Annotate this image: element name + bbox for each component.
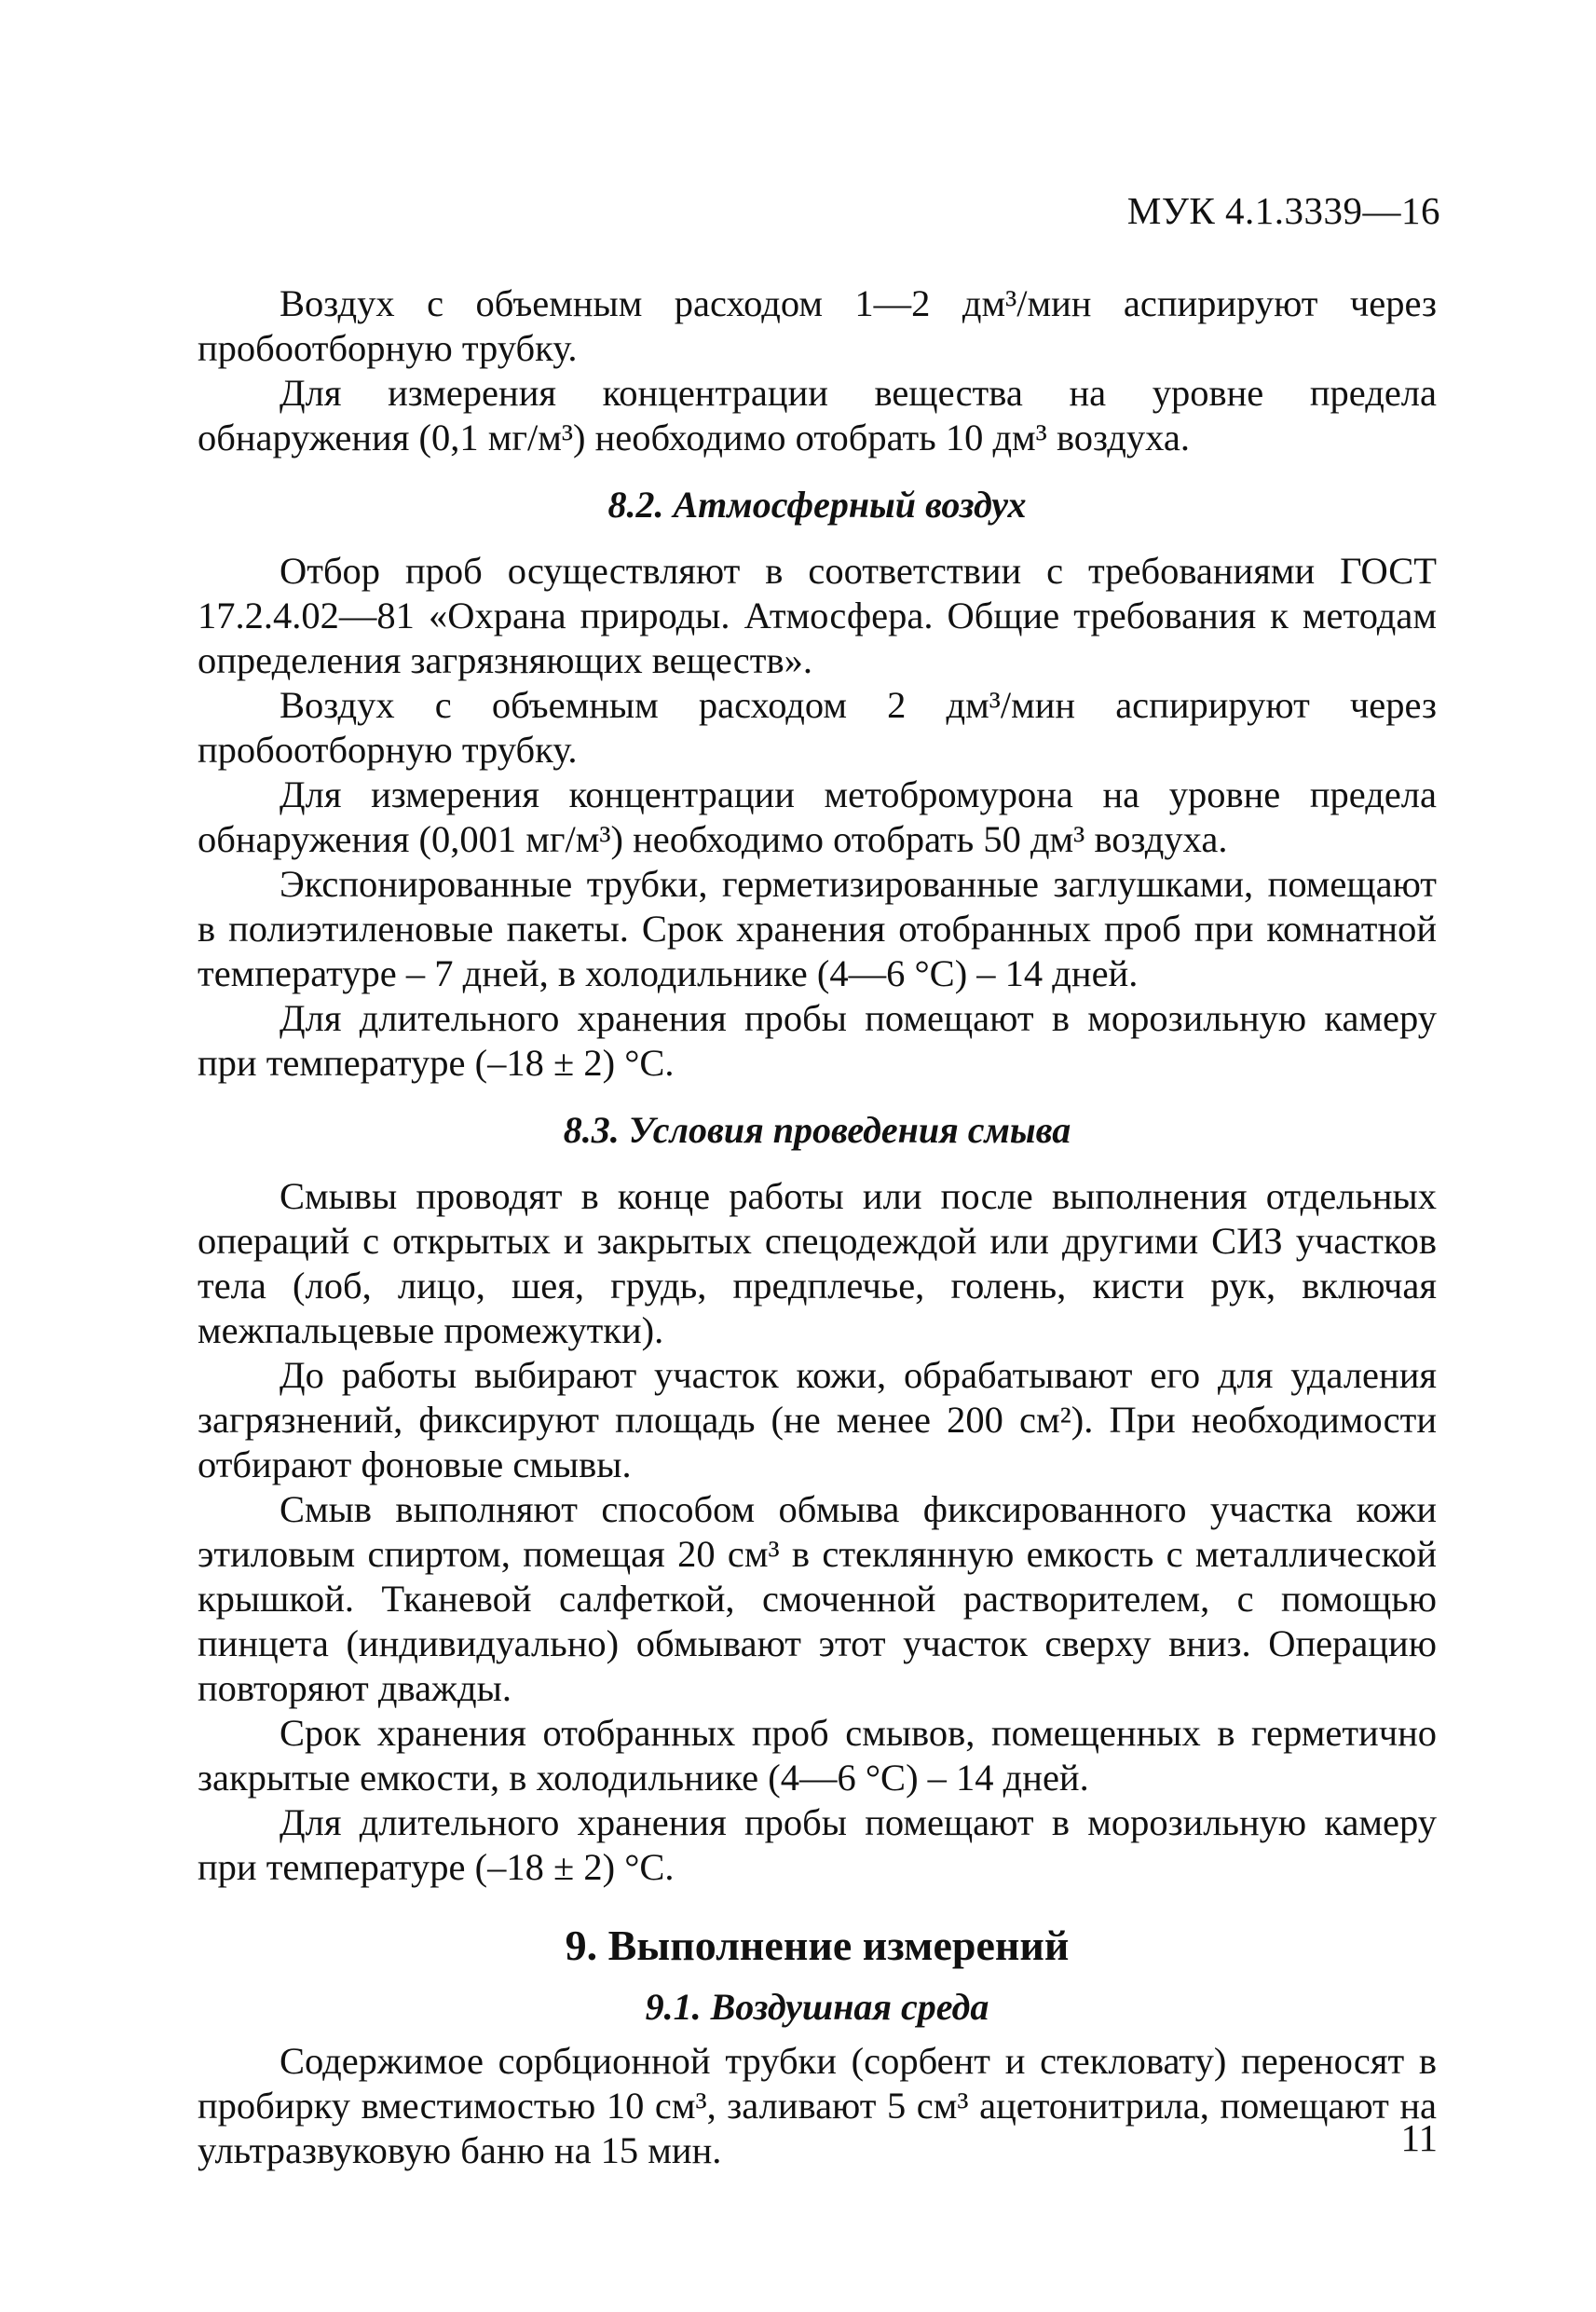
paragraph: Смывы проводят в конце работы или после выполнения отдельных операций с открытых и закрытых спецодеждой или другими СИЗ участков тела (лоб, лицо, шея, грудь, предплечье, голень, кисти рук, включая межпальцевые промежутки).: [198, 1175, 1437, 1351]
paragraph: Экспонированные трубки, герметизированные заглушками, помещают в полиэтиленовые пакеты. Срок хранения отобранных проб при комнатной температуре – 7 дней, в холодильнике (4—6 °С) – 14 дней.: [198, 863, 1437, 994]
paragraph: Отбор проб осуществляют в соответствии с требованиями ГОСТ 17.2.4.02—81 «Охрана природы. Атмосфера. Общие требования к методам определения загрязняющих веществ».: [198, 550, 1437, 681]
subsection-heading: 8.2. Атмосферный воздух: [607, 484, 1027, 526]
paragraph: До работы выбирают участок кожи, обрабатывают его для удаления загрязнений, фиксируют площадь (не менее 200 см²). При необходимости отбирают фоновые смывы.: [198, 1354, 1437, 1485]
subsection-heading: 9.1. Воздушная среда: [645, 1986, 989, 2028]
document-code-header: МУК 4.1.3339—16: [1126, 189, 1440, 232]
subsection-heading: 8.3. Условия проведения смыва: [563, 1109, 1071, 1151]
section-heading: 9. Выполнение измерений: [565, 1922, 1070, 1969]
page-number: 11: [1400, 2116, 1438, 2159]
paragraph: Для измерения концентрации метобромурона на уровне предела обнаружения (0,001 мг/м³) необходимо отобрать 50 дм³ воздуха.: [198, 773, 1437, 860]
paragraph: Воздух с объемным расходом 1—2 дм³/мин аспирируют через пробоотборную трубку.: [198, 282, 1437, 369]
paragraph: Срок хранения отобранных проб смывов, помещенных в герметично закрытые емкости, в холодильнике (4—6 °С) – 14 дней.: [198, 1712, 1437, 1799]
paragraph: Для длительного хранения пробы помещают в морозильную камеру при температуре (–18 ± 2) °С.: [198, 1801, 1437, 1888]
paragraph: Для измерения концентрации вещества на уровне предела обнаружения (0,1 мг/м³) необходимо отобрать 10 дм³ воздуха.: [198, 372, 1437, 458]
paragraph: Воздух с объемным расходом 2 дм³/мин аспирируют через пробоотборную трубку.: [198, 684, 1437, 771]
paragraph: Содержимое сорбционной трубки (сорбент и стекловату) переносят в пробирку вместимостью 10 см³, заливают 5 см³ ацетонитрила, помещают на ультразвуковую баню на 15 мин.: [198, 2040, 1437, 2171]
paragraph: Смыв выполняют способом обмыва фиксированного участка кожи этиловым спиртом, помещая 20 см³ в стеклянную емкость с металлической крышкой. Тканевой салфеткой, смоченной растворителем, с помощью пинцета (индивидуально) обмывают этот участок сверху вниз. Операцию повторяют дважды.: [198, 1488, 1437, 1709]
paragraph: Для длительного хранения пробы помещают в морозильную камеру при температуре (–18 ± 2) °С.: [198, 997, 1437, 1084]
page-body: [198, 281, 1437, 2173]
